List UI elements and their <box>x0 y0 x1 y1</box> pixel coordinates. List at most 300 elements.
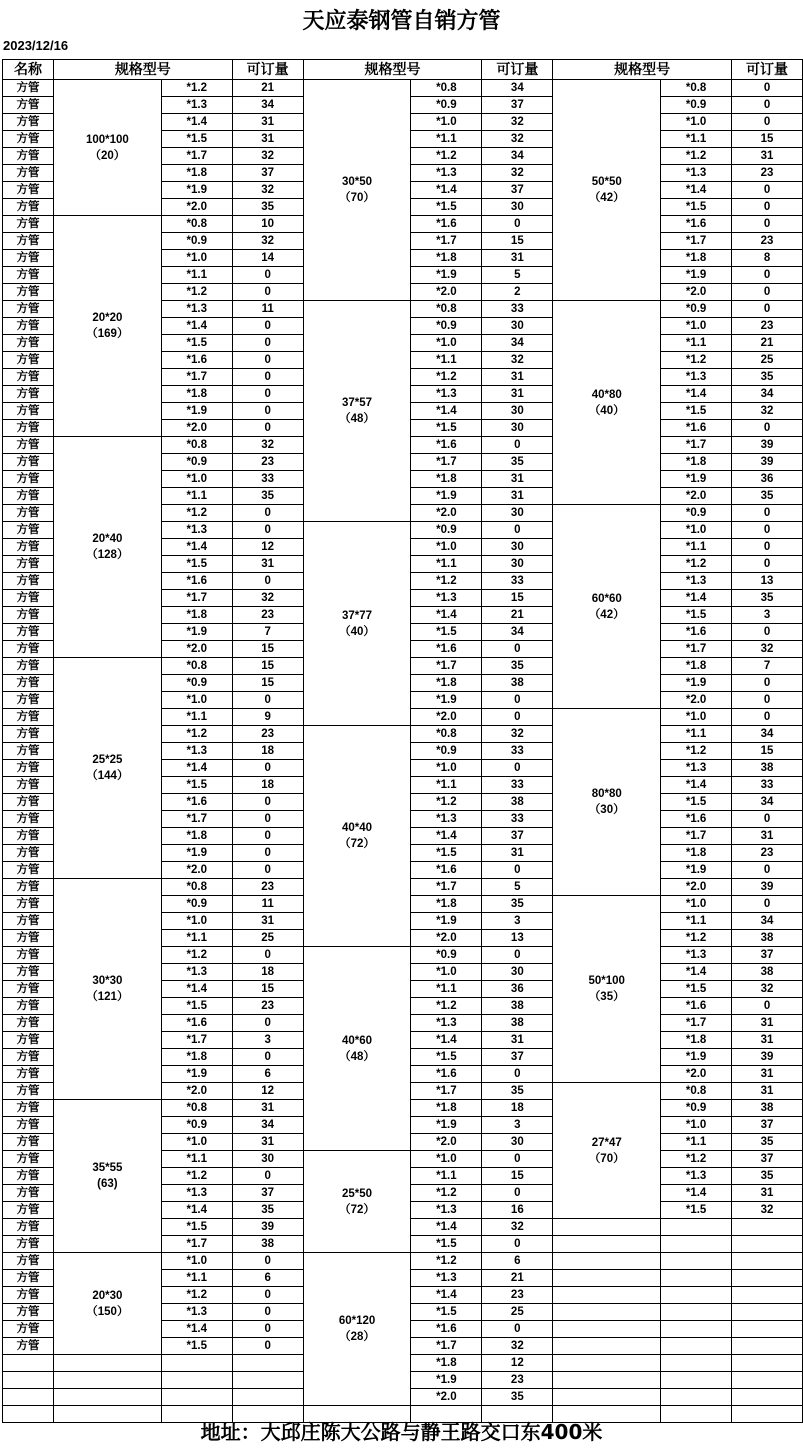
available-qty: 35 <box>732 1168 803 1185</box>
thickness-spec: *1.4 <box>411 1287 482 1304</box>
available-qty: 32 <box>482 165 553 182</box>
thickness-spec: *0.8 <box>661 80 732 97</box>
size-group <box>553 1083 661 1219</box>
thickness-spec: *1.5 <box>161 131 232 148</box>
thickness-spec: *1.3 <box>661 947 732 964</box>
empty-cell <box>732 1355 803 1372</box>
available-qty: 23 <box>732 318 803 335</box>
empty-cell <box>732 1287 803 1304</box>
thickness-spec: *1.4 <box>661 182 732 199</box>
thickness-spec: *1.7 <box>661 641 732 658</box>
empty-cell <box>232 1355 303 1372</box>
available-qty: 12 <box>482 1355 553 1372</box>
available-qty: 31 <box>732 828 803 845</box>
available-qty: 0 <box>732 675 803 692</box>
thickness-spec: *1.5 <box>411 845 482 862</box>
empty-cell <box>553 1338 661 1355</box>
available-qty: 31 <box>732 1066 803 1083</box>
available-qty: 0 <box>732 216 803 233</box>
thickness-spec: *1.6 <box>411 862 482 879</box>
available-qty: 30 <box>482 556 553 573</box>
available-qty: 0 <box>232 573 303 590</box>
available-qty: 0 <box>232 1168 303 1185</box>
product-name: 方管 <box>3 471 54 488</box>
available-qty: 37 <box>482 1049 553 1066</box>
available-qty: 38 <box>482 1015 553 1032</box>
available-qty: 12 <box>232 1083 303 1100</box>
product-name: 方管 <box>3 182 54 199</box>
product-name: 方管 <box>3 777 54 794</box>
product-name: 方管 <box>3 539 54 556</box>
available-qty: 34 <box>482 80 553 97</box>
available-qty: 0 <box>232 318 303 335</box>
empty-cell <box>553 1270 661 1287</box>
available-qty: 0 <box>232 947 303 964</box>
size-group <box>553 80 661 301</box>
thickness-spec: *1.2 <box>161 1287 232 1304</box>
empty-cell <box>553 1236 661 1253</box>
empty-cell <box>53 1389 161 1406</box>
product-name: 方管 <box>3 148 54 165</box>
thickness-spec: *1.9 <box>661 862 732 879</box>
available-qty: 15 <box>232 675 303 692</box>
product-name <box>3 1372 54 1389</box>
available-qty: 35 <box>482 1083 553 1100</box>
header-qty: 可订量 <box>482 60 553 80</box>
thickness-spec: *1.5 <box>411 624 482 641</box>
empty-cell <box>732 1389 803 1406</box>
thickness-spec: *1.4 <box>411 403 482 420</box>
stock-table <box>2 59 803 1423</box>
thickness-spec: *1.1 <box>161 1151 232 1168</box>
available-qty: 0 <box>482 760 553 777</box>
product-name: 方管 <box>3 522 54 539</box>
empty-cell <box>661 1287 732 1304</box>
available-qty: 31 <box>232 913 303 930</box>
product-name: 方管 <box>3 250 54 267</box>
thickness-spec: *2.0 <box>161 862 232 879</box>
available-qty: 31 <box>482 471 553 488</box>
available-qty: 0 <box>732 267 803 284</box>
product-name: 方管 <box>3 114 54 131</box>
thickness-spec: *1.6 <box>411 1066 482 1083</box>
product-name: 方管 <box>3 335 54 352</box>
available-qty: 35 <box>732 590 803 607</box>
thickness-spec: *1.6 <box>161 794 232 811</box>
thickness-spec: *1.2 <box>411 1185 482 1202</box>
available-qty: 0 <box>232 267 303 284</box>
available-qty: 23 <box>232 879 303 896</box>
thickness-spec: *1.3 <box>161 964 232 981</box>
product-name: 方管 <box>3 692 54 709</box>
available-qty: 31 <box>232 114 303 131</box>
thickness-spec: *1.4 <box>661 590 732 607</box>
thickness-spec: *1.6 <box>161 1015 232 1032</box>
thickness-spec: *0.9 <box>161 233 232 250</box>
thickness-spec: *1.7 <box>161 590 232 607</box>
available-qty: 0 <box>232 386 303 403</box>
available-qty: 0 <box>232 505 303 522</box>
product-name: 方管 <box>3 1236 54 1253</box>
size-group <box>53 1100 161 1253</box>
thickness-spec: *0.8 <box>411 80 482 97</box>
product-name: 方管 <box>3 1202 54 1219</box>
product-name: 方管 <box>3 1168 54 1185</box>
report-date: 2023/12/16 <box>3 38 69 53</box>
product-name: 方管 <box>3 1253 54 1270</box>
available-qty: 0 <box>482 641 553 658</box>
product-name: 方管 <box>3 1304 54 1321</box>
available-qty: 13 <box>732 573 803 590</box>
thickness-spec: *1.9 <box>161 403 232 420</box>
available-qty: 31 <box>482 250 553 267</box>
thickness-spec: *1.8 <box>661 454 732 471</box>
header-qty: 可订量 <box>232 60 303 80</box>
thickness-spec: *1.3 <box>411 386 482 403</box>
available-qty: 0 <box>732 97 803 114</box>
available-qty: 0 <box>482 522 553 539</box>
available-qty: 37 <box>732 1151 803 1168</box>
empty-cell <box>732 1253 803 1270</box>
empty-cell <box>661 1236 732 1253</box>
available-qty: 34 <box>232 1117 303 1134</box>
available-qty: 0 <box>732 709 803 726</box>
available-qty: 23 <box>232 607 303 624</box>
thickness-spec: *0.9 <box>661 97 732 114</box>
product-name: 方管 <box>3 1151 54 1168</box>
size-total: （35） <box>588 991 625 1003</box>
available-qty: 35 <box>732 488 803 505</box>
available-qty: 3 <box>482 913 553 930</box>
thickness-spec: *1.3 <box>661 760 732 777</box>
empty-cell <box>732 1338 803 1355</box>
available-qty: 0 <box>732 998 803 1015</box>
size-label: 40*80 <box>591 388 622 401</box>
product-name: 方管 <box>3 862 54 879</box>
thickness-spec: *1.0 <box>411 539 482 556</box>
size-total: （70） <box>588 1152 625 1165</box>
available-qty: 37 <box>482 182 553 199</box>
product-name: 方管 <box>3 1185 54 1202</box>
product-name <box>3 1355 54 1372</box>
size-label: 25*50 <box>342 1187 373 1200</box>
thickness-spec: *1.7 <box>661 437 732 454</box>
thickness-spec: *1.7 <box>161 1236 232 1253</box>
empty-cell <box>732 1236 803 1253</box>
thickness-spec: *1.4 <box>411 607 482 624</box>
available-qty: 0 <box>732 284 803 301</box>
available-qty: 37 <box>232 1185 303 1202</box>
product-name: 方管 <box>3 165 54 182</box>
product-name: 方管 <box>3 879 54 896</box>
product-name: 方管 <box>3 1321 54 1338</box>
available-qty: 18 <box>232 964 303 981</box>
available-qty: 5 <box>482 879 553 896</box>
thickness-spec: *1.8 <box>161 165 232 182</box>
size-label: 40*60 <box>342 1034 373 1047</box>
thickness-spec: *1.5 <box>161 777 232 794</box>
thickness-spec: *1.9 <box>411 692 482 709</box>
available-qty: 37 <box>482 828 553 845</box>
thickness-spec: *1.7 <box>161 369 232 386</box>
available-qty: 31 <box>482 845 553 862</box>
thickness-spec: *1.0 <box>411 1151 482 1168</box>
product-name: 方管 <box>3 743 54 760</box>
available-qty: 32 <box>482 1219 553 1236</box>
thickness-spec: *0.9 <box>411 743 482 760</box>
thickness-spec: *1.5 <box>661 794 732 811</box>
size-label: 37*77 <box>342 609 373 622</box>
available-qty: 3 <box>482 1117 553 1134</box>
available-qty: 0 <box>732 692 803 709</box>
thickness-spec: *1.5 <box>411 1236 482 1253</box>
product-name: 方管 <box>3 131 54 148</box>
thickness-spec: *1.5 <box>661 1202 732 1219</box>
thickness-spec: *1.3 <box>411 1015 482 1032</box>
product-name: 方管 <box>3 369 54 386</box>
available-qty: 0 <box>732 80 803 97</box>
product-name: 方管 <box>3 794 54 811</box>
empty-cell <box>553 1389 661 1406</box>
available-qty: 33 <box>482 743 553 760</box>
thickness-spec: *0.8 <box>411 726 482 743</box>
thickness-spec: *1.6 <box>661 216 732 233</box>
thickness-spec: *1.1 <box>661 726 732 743</box>
thickness-spec: *1.7 <box>411 879 482 896</box>
product-name: 方管 <box>3 1338 54 1355</box>
thickness-spec: *1.0 <box>661 522 732 539</box>
thickness-spec: *2.0 <box>161 420 232 437</box>
size-total: （30） <box>588 804 625 816</box>
empty-cell <box>661 1355 732 1372</box>
thickness-spec: *1.3 <box>161 97 232 114</box>
available-qty: 32 <box>732 981 803 998</box>
available-qty: 5 <box>482 267 553 284</box>
product-name: 方管 <box>3 505 54 522</box>
available-qty: 30 <box>482 318 553 335</box>
available-qty: 31 <box>482 1032 553 1049</box>
available-qty: 23 <box>732 845 803 862</box>
size-group <box>53 216 161 437</box>
thickness-spec: *1.3 <box>161 522 232 539</box>
available-qty: 15 <box>482 1168 553 1185</box>
size-label: 20*40 <box>92 533 123 545</box>
available-qty: 30 <box>482 505 553 522</box>
size-group <box>53 879 161 1100</box>
available-qty: 33 <box>482 573 553 590</box>
thickness-spec: *1.3 <box>411 590 482 607</box>
size-group <box>53 1253 161 1355</box>
product-name: 方管 <box>3 97 54 114</box>
thickness-spec: *1.7 <box>411 1083 482 1100</box>
thickness-spec: *0.9 <box>661 301 732 318</box>
table-row <box>3 1253 803 1270</box>
thickness-spec: *1.1 <box>661 539 732 556</box>
thickness-spec: *1.0 <box>411 114 482 131</box>
thickness-spec: *2.0 <box>411 930 482 947</box>
empty-cell <box>732 1372 803 1389</box>
thickness-spec: *1.7 <box>411 233 482 250</box>
available-qty: 0 <box>232 284 303 301</box>
available-qty: 35 <box>732 369 803 386</box>
product-name: 方管 <box>3 590 54 607</box>
available-qty: 32 <box>482 352 553 369</box>
thickness-spec: *1.4 <box>161 114 232 131</box>
empty-cell <box>661 1253 732 1270</box>
header-spec: 规格型号 <box>53 60 232 80</box>
thickness-spec: *0.8 <box>161 437 232 454</box>
size-group <box>53 80 161 216</box>
available-qty: 0 <box>232 811 303 828</box>
available-qty: 35 <box>482 1389 553 1406</box>
available-qty: 32 <box>232 233 303 250</box>
thickness-spec: *1.7 <box>161 811 232 828</box>
available-qty: 38 <box>482 794 553 811</box>
thickness-spec: *1.2 <box>411 573 482 590</box>
thickness-spec: *1.6 <box>161 573 232 590</box>
available-qty: 39 <box>732 1049 803 1066</box>
thickness-spec: *1.3 <box>161 743 232 760</box>
thickness-spec: *1.0 <box>161 250 232 267</box>
thickness-spec: *1.7 <box>161 148 232 165</box>
thickness-spec: *1.0 <box>661 1117 732 1134</box>
available-qty: 36 <box>732 471 803 488</box>
available-qty: 0 <box>232 760 303 777</box>
product-name: 方管 <box>3 488 54 505</box>
size-label: 100*100 <box>85 133 129 146</box>
size-total: (63) <box>97 1178 118 1190</box>
thickness-spec: *1.9 <box>161 182 232 199</box>
thickness-spec: *0.9 <box>661 1100 732 1117</box>
empty-cell <box>661 1321 732 1338</box>
size-group <box>553 301 661 505</box>
available-qty: 34 <box>732 794 803 811</box>
thickness-spec: *2.0 <box>411 1389 482 1406</box>
available-qty: 9 <box>232 709 303 726</box>
product-name: 方管 <box>3 352 54 369</box>
thickness-spec: *1.3 <box>411 165 482 182</box>
thickness-spec: *1.3 <box>661 369 732 386</box>
available-qty: 23 <box>482 1287 553 1304</box>
available-qty: 36 <box>482 981 553 998</box>
thickness-spec: *1.6 <box>411 1321 482 1338</box>
available-qty: 23 <box>232 998 303 1015</box>
empty-cell <box>732 1321 803 1338</box>
thickness-spec: *1.9 <box>411 913 482 930</box>
thickness-spec: *1.5 <box>161 1338 232 1355</box>
thickness-spec: *1.4 <box>661 964 732 981</box>
size-group <box>303 726 411 947</box>
thickness-spec: *1.6 <box>661 624 732 641</box>
available-qty: 0 <box>232 794 303 811</box>
empty-cell <box>732 1219 803 1236</box>
thickness-spec: *1.2 <box>161 505 232 522</box>
thickness-spec: *1.5 <box>661 199 732 216</box>
available-qty: 31 <box>232 1100 303 1117</box>
available-qty: 0 <box>482 1185 553 1202</box>
size-label: 30*30 <box>92 975 123 987</box>
size-label: 60*60 <box>591 592 622 605</box>
product-name: 方管 <box>3 216 54 233</box>
thickness-spec: *0.9 <box>161 1117 232 1134</box>
thickness-spec: *1.2 <box>411 148 482 165</box>
available-qty: 23 <box>232 726 303 743</box>
thickness-spec: *1.8 <box>661 658 732 675</box>
empty-cell <box>232 1372 303 1389</box>
available-qty: 34 <box>482 624 553 641</box>
available-qty: 32 <box>482 114 553 131</box>
available-qty: 8 <box>732 250 803 267</box>
thickness-spec: *1.8 <box>411 471 482 488</box>
available-qty: 0 <box>232 420 303 437</box>
available-qty: 25 <box>732 352 803 369</box>
available-qty: 0 <box>232 352 303 369</box>
available-qty: 0 <box>732 420 803 437</box>
available-qty: 39 <box>732 879 803 896</box>
available-qty: 0 <box>482 947 553 964</box>
available-qty: 0 <box>232 692 303 709</box>
available-qty: 11 <box>232 301 303 318</box>
thickness-spec: *0.8 <box>161 216 232 233</box>
product-name: 方管 <box>3 199 54 216</box>
thickness-spec: *1.5 <box>661 981 732 998</box>
thickness-spec: *1.1 <box>661 1134 732 1151</box>
thickness-spec: *1.8 <box>661 845 732 862</box>
product-name: 方管 <box>3 828 54 845</box>
available-qty: 35 <box>482 896 553 913</box>
product-name: 方管 <box>3 403 54 420</box>
empty-cell <box>161 1355 232 1372</box>
available-qty: 21 <box>732 335 803 352</box>
thickness-spec: *1.8 <box>161 607 232 624</box>
thickness-spec: *1.4 <box>161 1202 232 1219</box>
thickness-spec: *1.0 <box>161 1253 232 1270</box>
thickness-spec: *1.9 <box>661 471 732 488</box>
size-total: （40） <box>588 404 625 417</box>
product-name: 方管 <box>3 1219 54 1236</box>
thickness-spec: *1.2 <box>161 1168 232 1185</box>
thickness-spec: *1.1 <box>161 1270 232 1287</box>
thickness-spec: *0.8 <box>161 879 232 896</box>
thickness-spec: *1.5 <box>411 1049 482 1066</box>
size-total: （20） <box>89 149 126 162</box>
available-qty: 31 <box>732 148 803 165</box>
product-name: 方管 <box>3 386 54 403</box>
available-qty: 38 <box>732 930 803 947</box>
thickness-spec: *1.5 <box>411 199 482 216</box>
available-qty: 31 <box>732 1083 803 1100</box>
available-qty: 31 <box>482 386 553 403</box>
product-name: 方管 <box>3 1066 54 1083</box>
available-qty: 0 <box>732 811 803 828</box>
thickness-spec: *1.6 <box>161 352 232 369</box>
thickness-spec: *1.3 <box>661 1168 732 1185</box>
available-qty: 34 <box>482 148 553 165</box>
thickness-spec: *1.5 <box>661 607 732 624</box>
available-qty: 6 <box>232 1066 303 1083</box>
available-qty: 0 <box>482 216 553 233</box>
available-qty: 25 <box>232 930 303 947</box>
thickness-spec: *1.6 <box>661 811 732 828</box>
available-qty: 31 <box>232 556 303 573</box>
thickness-spec: *1.7 <box>661 233 732 250</box>
thickness-spec: *1.1 <box>661 131 732 148</box>
table-row <box>3 80 803 97</box>
thickness-spec: *1.5 <box>411 1304 482 1321</box>
header-qty: 可订量 <box>732 60 803 80</box>
thickness-spec: *2.0 <box>161 199 232 216</box>
available-qty: 0 <box>482 437 553 454</box>
